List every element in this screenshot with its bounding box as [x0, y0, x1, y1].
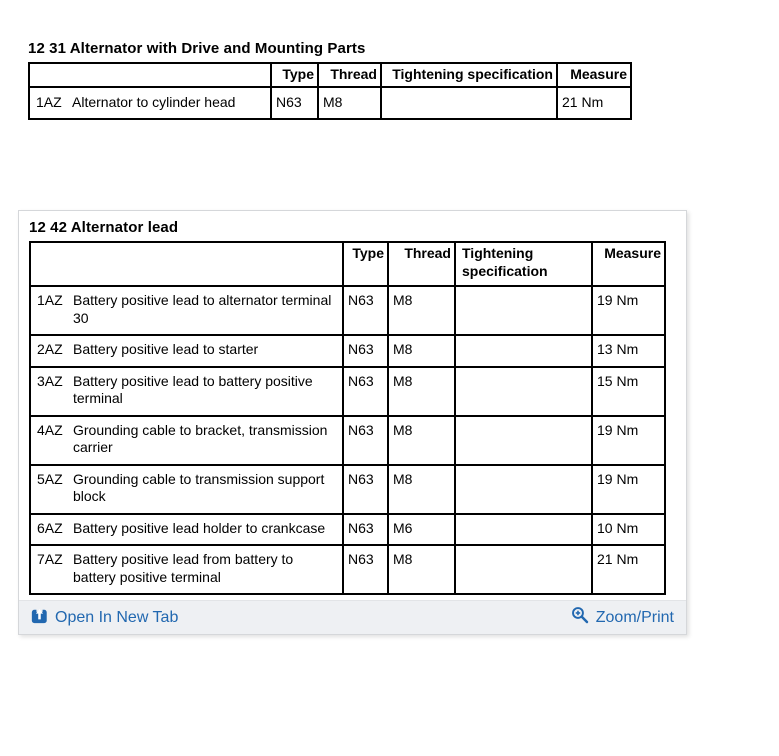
cell-measure: 10 Nm [592, 514, 665, 546]
section-alternator-mounting [28, 40, 630, 120]
section-title: 12 42 Alternator lead [29, 219, 179, 236]
cell-tightening [455, 465, 592, 514]
table-row [29, 87, 631, 120]
header-thread: Thread [318, 63, 381, 87]
row-description: Grounding cable to transmission support block [73, 470, 325, 504]
zoom-plus-icon [571, 606, 589, 629]
row-description: Battery positive lead to alternator terminal 30 [73, 292, 332, 326]
table-row [30, 335, 665, 367]
cell-type: N63 [343, 335, 388, 367]
row-description: Alternator to cylinder head [72, 93, 236, 110]
header-type: Type [271, 63, 318, 87]
cell-type: N63 [343, 514, 388, 546]
cell-measure: 13 Nm [592, 335, 665, 367]
cell-description [30, 545, 343, 594]
cell-thread: M8 [388, 416, 455, 465]
row-id: 7AZ [37, 551, 63, 567]
cell-type: N63 [271, 87, 318, 120]
row-id: 3AZ [37, 372, 63, 389]
open-in-new-tab-link[interactable] [31, 607, 178, 629]
cell-description [30, 367, 343, 416]
cell-description [30, 286, 343, 335]
cell-measure: 15 Nm [592, 367, 665, 416]
cell-description [30, 416, 343, 465]
table-row [30, 465, 665, 514]
panel-alternator-lead [18, 210, 687, 635]
cell-measure: 19 Nm [592, 416, 665, 465]
row-id: 1AZ [36, 93, 62, 110]
section-title: 12 31 Alternator with Drive and Mounting Parts [28, 40, 366, 57]
row-id: 6AZ [37, 519, 63, 536]
cell-measure: 19 Nm [592, 465, 665, 514]
cell-thread: M8 [388, 367, 455, 416]
cell-tightening [455, 335, 592, 367]
table-row [30, 545, 665, 594]
cell-thread: M8 [388, 465, 455, 514]
cell-description [30, 335, 343, 367]
cell-thread: M8 [318, 87, 381, 120]
header-measure: Measure [592, 242, 665, 286]
header-type: Type [343, 242, 388, 286]
row-description: Grounding cable to bracket, transmission carrier [73, 421, 328, 455]
table-row [30, 514, 665, 546]
cell-type: N63 [343, 286, 388, 335]
row-description: Battery positive lead to battery positive terminal [73, 372, 313, 406]
header-description [30, 242, 343, 286]
cell-thread: M6 [388, 514, 455, 546]
row-id: 1AZ [37, 292, 63, 308]
cell-description [30, 514, 343, 546]
row-description: Battery positive lead holder to crankcase [73, 519, 326, 536]
row-description: Battery positive lead to starter [73, 341, 259, 357]
row-id: 5AZ [37, 470, 63, 487]
open-in-new-tab-icon [31, 607, 48, 629]
cell-tightening [455, 416, 592, 465]
cell-type: N63 [343, 545, 388, 594]
torque-table-alternator-lead [29, 241, 666, 595]
zoom-print-link[interactable] [571, 606, 674, 629]
cell-description [29, 87, 271, 120]
cell-thread: M8 [388, 335, 455, 367]
cell-tightening [381, 87, 557, 120]
cell-thread: M8 [388, 545, 455, 594]
header-tightening-specification: Tightening specification [381, 63, 557, 87]
cell-measure: 21 Nm [557, 87, 631, 120]
cell-tightening [455, 286, 592, 335]
torque-table-alternator-mounting [28, 62, 632, 120]
table-row [30, 286, 665, 335]
row-description: Battery positive lead from battery to battery positive terminal [73, 551, 294, 585]
cell-type: N63 [343, 367, 388, 416]
header-measure: Measure [557, 63, 631, 87]
cell-type: N63 [343, 465, 388, 514]
table-header-row [30, 242, 665, 286]
cell-tightening [455, 367, 592, 416]
header-tightening-specification: Tightening specification [455, 242, 592, 286]
open-in-new-tab-label: Open In New Tab [55, 608, 179, 626]
row-id: 4AZ [37, 421, 63, 438]
panel-footer-bar [19, 600, 686, 634]
table-row [30, 416, 665, 465]
cell-tightening [455, 545, 592, 594]
table-header-row [29, 63, 631, 87]
header-description [29, 63, 271, 87]
cell-type: N63 [343, 416, 388, 465]
row-id: 2AZ [37, 341, 63, 357]
cell-description [30, 465, 343, 514]
cell-thread: M8 [388, 286, 455, 335]
cell-measure: 21 Nm [592, 545, 665, 594]
table-row [30, 367, 665, 416]
cell-measure: 19 Nm [592, 286, 665, 335]
zoom-print-label: Zoom/Print [595, 608, 674, 626]
header-thread: Thread [388, 242, 455, 286]
cell-tightening [455, 514, 592, 546]
